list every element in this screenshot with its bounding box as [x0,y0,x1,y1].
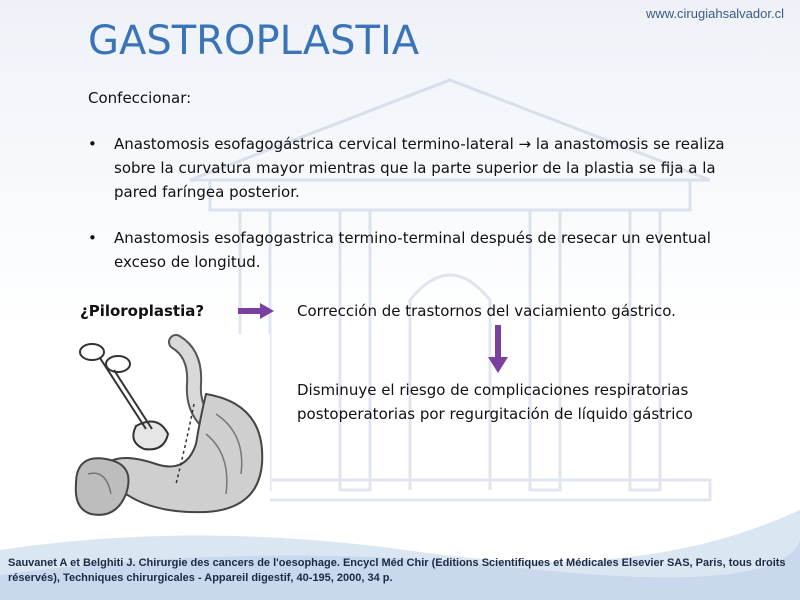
bullet-dot: • [88,229,97,247]
correction-text: Corrección de trastornos del vaciamiento gástrico. [297,302,676,320]
bullet-dot: • [88,135,97,153]
arrow-right-icon [238,303,274,319]
arrow-down-icon [488,325,508,373]
piloroplastia-question: ¿Piloroplastia? [80,302,205,320]
website-url[interactable]: www.cirugiahsalvador.cl [645,6,784,21]
reduction-text: Disminuye el riesgo de complicaciones respiratorias postoperatorias por regurgitación de líquido gástrico [297,381,693,423]
bullet-item [88,132,748,204]
page-title: GASTROPLASTIA [88,18,420,64]
intro-text: Confeccionar: [88,89,192,107]
bullet-item [88,226,748,274]
bullet-text: Anastomosis esofagogástrica cervical termino-lateral → la anastomosis se realiza sobre la curvatura mayor mientras que la parte superior de la plastia se fija a la pared faríngea posterior. [114,135,725,201]
surgical-illustration [66,334,270,526]
bullet-list [88,132,748,274]
bullet-text: Anastomosis esofagogastrica termino-terminal después de resecar un eventual exceso de longitud. [114,229,711,271]
citation-reference: Sauvanet A et Belghiti J. Chirurgie des cancers de l'oesophage. Encycl Méd Chir (Editions Scientifiques et Médicales Elsevier SAS, Paris, tous droits réservés), Techniques chirurgicales - Appareil digestif, 40-195, 2000, 34 p. [8,557,786,584]
